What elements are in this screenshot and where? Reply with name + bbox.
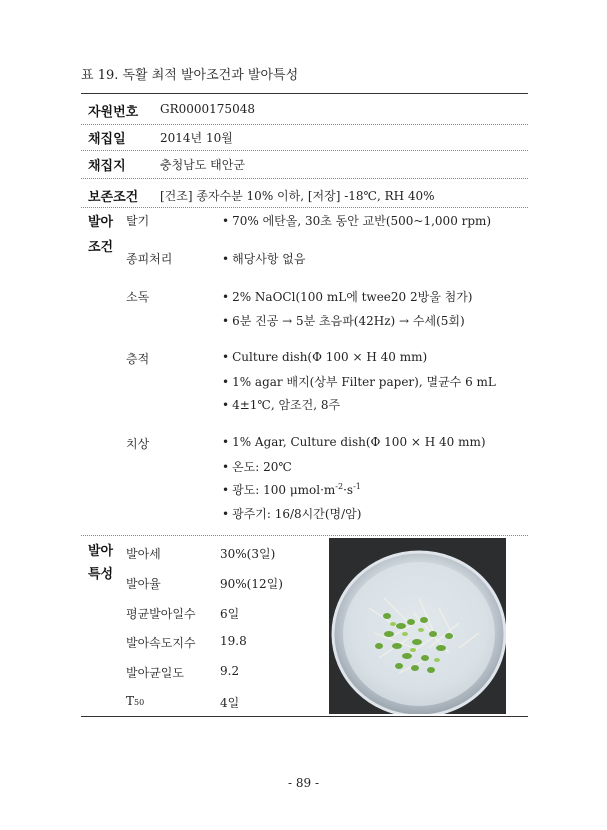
label-resource-number: 자원번호 — [88, 105, 139, 120]
condition-stratification-detail-1: • Culture dish(Φ 100 × H 40 mm) — [222, 350, 427, 364]
condition-stratification-detail-3: • 4±1℃, 암조건, 8주 — [222, 396, 340, 413]
condition-disinfection-detail-2: • 6분 진공 → 5분 초음파(42Hz) → 수세(5회) — [222, 312, 465, 329]
condition-degassing-detail: • 70% 에탄올, 30초 동안 교반(500~1,000 rpm) — [222, 212, 491, 229]
seedling-petri-dish-photo — [329, 538, 506, 714]
trait-name-t50 — [126, 694, 144, 708]
label-germination-traits-1: 발아 — [88, 544, 114, 559]
condition-sowing-detail-1: • 1% Agar, Culture dish(Φ 100 × H 40 mm) — [222, 435, 486, 449]
trait-value: 4일 — [220, 696, 240, 710]
light-text-mid: ·s — [343, 483, 354, 497]
t50-subscript: 50 — [134, 698, 145, 707]
value-collection-site: 충청남도 태안군 — [160, 158, 245, 172]
trait-name: 발아율 — [126, 577, 161, 591]
condition-disinfection-detail-1: • 2% NaOCl(100 mL에 twee20 2방울 첨가) — [222, 288, 472, 305]
row-divider — [81, 150, 528, 151]
trait-name: 발아세 — [126, 547, 161, 561]
light-exp-1: -2 — [335, 482, 344, 491]
condition-seedcoat: 종피처리 — [126, 252, 173, 266]
label-germination-conditions-2: 조건 — [88, 240, 114, 255]
condition-sowing-detail-2: • 온도: 20℃ — [222, 458, 292, 475]
section-divider — [81, 535, 528, 536]
trait-value: 9.2 — [220, 664, 240, 678]
trait-name: 발아균일도 — [126, 666, 184, 680]
trait-name: 발아속도지수 — [126, 636, 196, 650]
condition-seedcoat-detail: • 해당사항 없음 — [222, 250, 305, 267]
condition-stratification-detail-2: • 1% agar 배지(상부 Filter paper), 멸균수 6 mL — [222, 373, 496, 390]
value-storage-condition: [건조] 종자수분 10% 이하, [저장] -18℃, RH 40% — [160, 189, 435, 203]
condition-sowing-detail-4: • 광주기: 16/8시간(명/암) — [222, 505, 361, 522]
condition-stratification: 층적 — [126, 352, 150, 366]
top-rule — [81, 93, 528, 94]
light-text: 광도: 100 μmol·m — [232, 483, 336, 497]
condition-degassing: 탈기 — [126, 214, 150, 228]
trait-value: 90%(12일) — [220, 577, 283, 591]
row-divider — [81, 124, 528, 125]
label-germination-conditions-1: 발아 — [88, 215, 114, 230]
condition-sowing-light — [222, 481, 361, 498]
trait-value: 6일 — [220, 607, 240, 621]
trait-value: 19.8 — [220, 634, 247, 648]
light-exp-2: -1 — [353, 482, 361, 491]
condition-disinfection: 소독 — [126, 290, 150, 304]
page-number: - 89 - — [287, 776, 319, 790]
label-collection-site: 채집지 — [88, 159, 126, 174]
label-collection-date: 채집일 — [88, 132, 126, 147]
value-resource-number: GR0000175048 — [160, 102, 255, 116]
label-germination-traits-2: 특성 — [88, 567, 114, 582]
bottom-rule — [81, 716, 528, 717]
table-caption: 표 19. 독활 최적 발아조건과 발아특성 — [81, 68, 299, 83]
condition-sowing: 치상 — [126, 437, 150, 451]
row-divider — [81, 178, 528, 179]
label-storage-condition: 보존조건 — [88, 190, 139, 205]
trait-value: 30%(3일) — [220, 547, 276, 561]
petri-dish-image — [329, 538, 506, 714]
trait-name: 평균발아일수 — [126, 607, 196, 621]
t50-main: T — [126, 694, 135, 708]
row-divider — [81, 207, 528, 208]
value-collection-date: 2014년 10월 — [160, 131, 233, 145]
